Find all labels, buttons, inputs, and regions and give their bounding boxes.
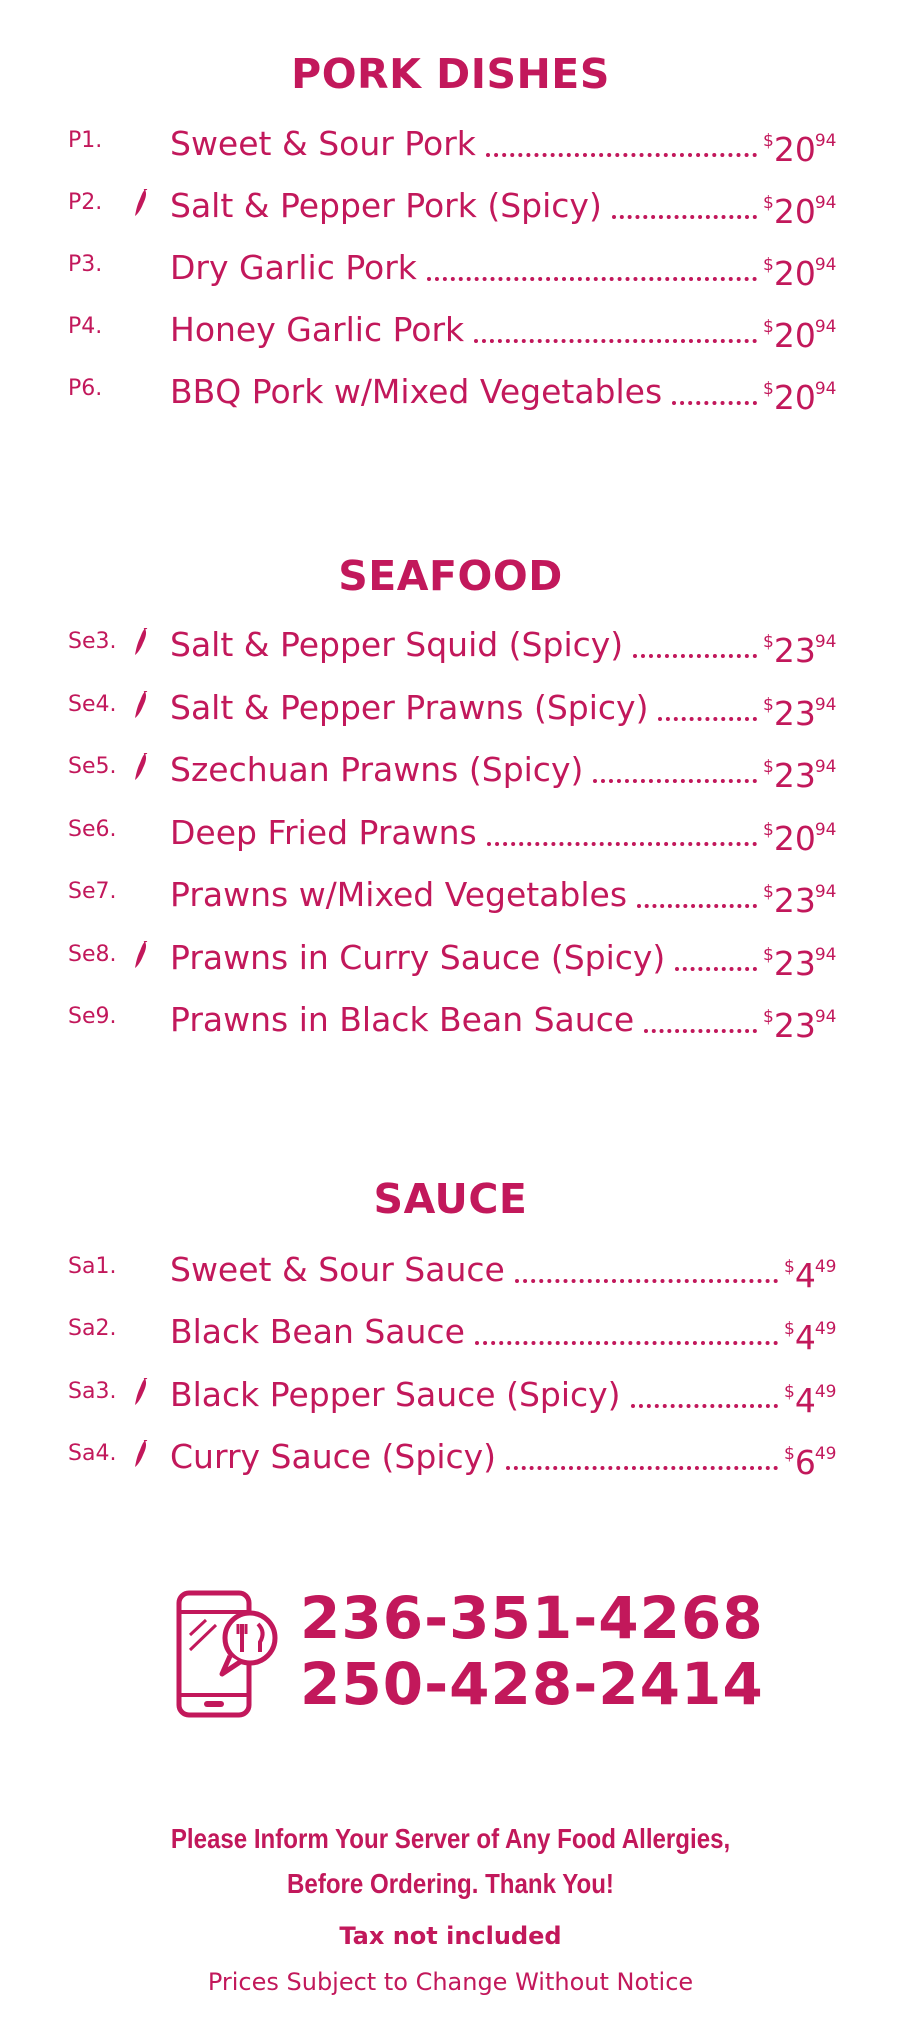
item-price [784, 1244, 837, 1295]
item-code: Se5. [68, 754, 117, 779]
chili-pepper-icon [134, 691, 148, 719]
dot-leader [515, 1273, 778, 1283]
price-cents: 94 [814, 819, 837, 840]
item-name: Black Pepper Sauce (Spicy) [170, 1375, 629, 1415]
menu-item [0, 1369, 901, 1420]
currency-symbol: $ [784, 1443, 795, 1464]
item-code: P6. [68, 376, 103, 401]
price-dollars: 20 [773, 818, 816, 858]
price-dollars: 20 [773, 192, 816, 231]
dot-leader [644, 1023, 757, 1033]
chili-pepper-icon [134, 189, 148, 217]
item-price [763, 932, 837, 983]
dot-leader [593, 773, 757, 783]
dot-leader [474, 333, 757, 343]
price-cents: 49 [814, 1319, 837, 1340]
chili-pepper-icon [134, 1440, 148, 1468]
phone-order-icon [176, 1590, 281, 1720]
menu-item [0, 1244, 901, 1295]
dot-leader [506, 1460, 778, 1470]
price-cents: 94 [814, 317, 837, 337]
price-dollars: 20 [773, 130, 816, 169]
price-cents: 94 [814, 944, 837, 965]
dot-leader [631, 1398, 778, 1408]
item-code: Se7. [68, 879, 117, 904]
dot-leader [637, 898, 757, 908]
item-code: Sa1. [68, 1254, 117, 1279]
item-price [763, 180, 837, 231]
item-code: Sa3. [68, 1378, 117, 1404]
price-dollars: 20 [773, 378, 816, 417]
price-cents: 94 [814, 1007, 837, 1027]
item-price [763, 242, 837, 293]
currency-symbol: $ [763, 317, 774, 337]
price-cents: 94 [814, 694, 837, 715]
currency-symbol: $ [763, 193, 774, 213]
price-cents: 94 [814, 379, 837, 399]
currency-symbol: $ [763, 379, 774, 399]
price-change-notice: Prices Subject to Change Without Notice [207, 1968, 694, 1996]
dot-leader [675, 961, 757, 971]
dot-leader [633, 648, 757, 658]
item-code: P1. [68, 128, 103, 153]
price-dollars: 23 [773, 943, 816, 983]
price-cents: 94 [814, 882, 837, 902]
currency-symbol: $ [763, 255, 774, 275]
currency-symbol: $ [763, 944, 774, 965]
menu-item [0, 807, 901, 858]
item-name: Prawns in Curry Sauce (Spicy) [170, 938, 673, 978]
dot-leader [486, 147, 757, 157]
phone-order-block [176, 1584, 764, 1720]
price-cents: 49 [814, 1443, 837, 1464]
price-cents: 49 [814, 1381, 837, 1402]
item-name: Sweet & Sour Pork [170, 124, 484, 164]
price-dollars: 4 [794, 1380, 816, 1420]
item-price [763, 118, 837, 169]
item-price [763, 304, 837, 355]
phone-number-2[interactable]: 250-428-2414 [300, 1650, 764, 1718]
dot-leader [612, 209, 757, 219]
menu-item [0, 1306, 901, 1358]
price-dollars: 23 [773, 756, 816, 795]
price-cents: 94 [814, 632, 837, 652]
allergy-notice-line2: Before Ordering. Thank You! [287, 1868, 614, 1899]
item-price [763, 869, 837, 920]
item-price [763, 744, 837, 795]
item-code: Se6. [68, 816, 117, 842]
item-price [784, 1306, 837, 1358]
item-price [784, 1431, 837, 1482]
menu-item [0, 744, 901, 795]
item-code: Sa4. [68, 1440, 117, 1466]
menu-item [0, 242, 901, 293]
price-cents: 94 [814, 131, 837, 151]
allergy-notice-line1: Please Inform Your Server of Any Food Allergies, [170, 1823, 731, 1854]
currency-symbol: $ [763, 819, 774, 840]
currency-symbol: $ [784, 1319, 795, 1340]
item-name: Salt & Pepper Prawns (Spicy) [170, 688, 656, 728]
price-dollars: 23 [773, 631, 816, 670]
chili-pepper-icon [134, 941, 148, 969]
item-name: Honey Garlic Pork [170, 310, 472, 350]
price-dollars: 6 [794, 1442, 816, 1482]
price-dollars: 20 [773, 316, 816, 355]
item-code: P2. [68, 190, 103, 215]
item-code: Se8. [68, 941, 117, 967]
price-dollars: 23 [773, 693, 816, 733]
menu-item [0, 994, 901, 1045]
menu-item [0, 180, 901, 231]
section-title-pork: PORK DISHES [291, 50, 610, 98]
price-cents: 94 [814, 193, 837, 213]
dot-leader [427, 271, 757, 281]
tax-notice: Tax not included [339, 1922, 562, 1950]
dot-leader [475, 1335, 778, 1345]
item-name: Curry Sauce (Spicy) [170, 1437, 504, 1477]
item-name: Salt & Pepper Squid (Spicy) [170, 625, 631, 665]
item-price [763, 682, 837, 733]
item-price [763, 994, 837, 1045]
chili-pepper-icon [134, 1378, 148, 1406]
item-code: P4. [68, 314, 103, 339]
price-dollars: 23 [773, 881, 816, 920]
price-cents: 94 [814, 255, 837, 275]
item-price [763, 807, 837, 858]
price-cents: 94 [814, 757, 837, 777]
item-name: Dry Garlic Pork [170, 248, 425, 288]
item-name: Deep Fried Prawns [170, 813, 485, 853]
section-title-seafood: SEAFOOD [338, 552, 563, 600]
currency-symbol: $ [763, 757, 774, 777]
chili-pepper-icon [134, 628, 148, 656]
price-cents: 49 [814, 1257, 837, 1277]
item-name: Prawns w/Mixed Vegetables [170, 875, 635, 915]
price-dollars: 20 [773, 254, 816, 293]
menu-item [0, 869, 901, 920]
menu-item [0, 682, 901, 733]
item-code: P3. [68, 252, 103, 277]
item-name: Szechuan Prawns (Spicy) [170, 750, 591, 790]
dot-leader [487, 836, 757, 846]
item-price [763, 366, 837, 417]
currency-symbol: $ [763, 131, 774, 151]
currency-symbol: $ [763, 694, 774, 715]
price-dollars: 23 [773, 1006, 816, 1045]
menu-item [0, 118, 901, 169]
currency-symbol: $ [763, 632, 774, 652]
item-price [763, 619, 837, 670]
chili-pepper-icon [134, 753, 148, 781]
item-name: BBQ Pork w/Mixed Vegetables [170, 372, 670, 412]
price-dollars: 4 [794, 1256, 816, 1295]
menu-item [0, 304, 901, 355]
phone-number-1[interactable]: 236-351-4268 [300, 1584, 764, 1652]
item-code: Se4. [68, 691, 117, 717]
item-code: Se9. [68, 1004, 117, 1029]
item-code: Sa2. [68, 1316, 117, 1342]
item-name: Sweet & Sour Sauce [170, 1250, 513, 1290]
currency-symbol: $ [784, 1381, 795, 1402]
currency-symbol: $ [763, 882, 774, 902]
item-code: Se3. [68, 629, 117, 654]
currency-symbol: $ [763, 1007, 774, 1027]
item-name: Salt & Pepper Pork (Spicy) [170, 186, 610, 226]
dot-leader [658, 711, 757, 721]
dot-leader [672, 395, 757, 405]
menu-item [0, 619, 901, 670]
item-price [784, 1369, 837, 1420]
menu-item [0, 1431, 901, 1482]
section-title-sauce: SAUCE [373, 1175, 528, 1223]
menu-item [0, 932, 901, 983]
item-name: Prawns in Black Bean Sauce [170, 1000, 642, 1040]
item-name: Black Bean Sauce [170, 1312, 473, 1352]
menu-item [0, 366, 901, 417]
currency-symbol: $ [784, 1257, 795, 1277]
price-dollars: 4 [794, 1318, 816, 1358]
